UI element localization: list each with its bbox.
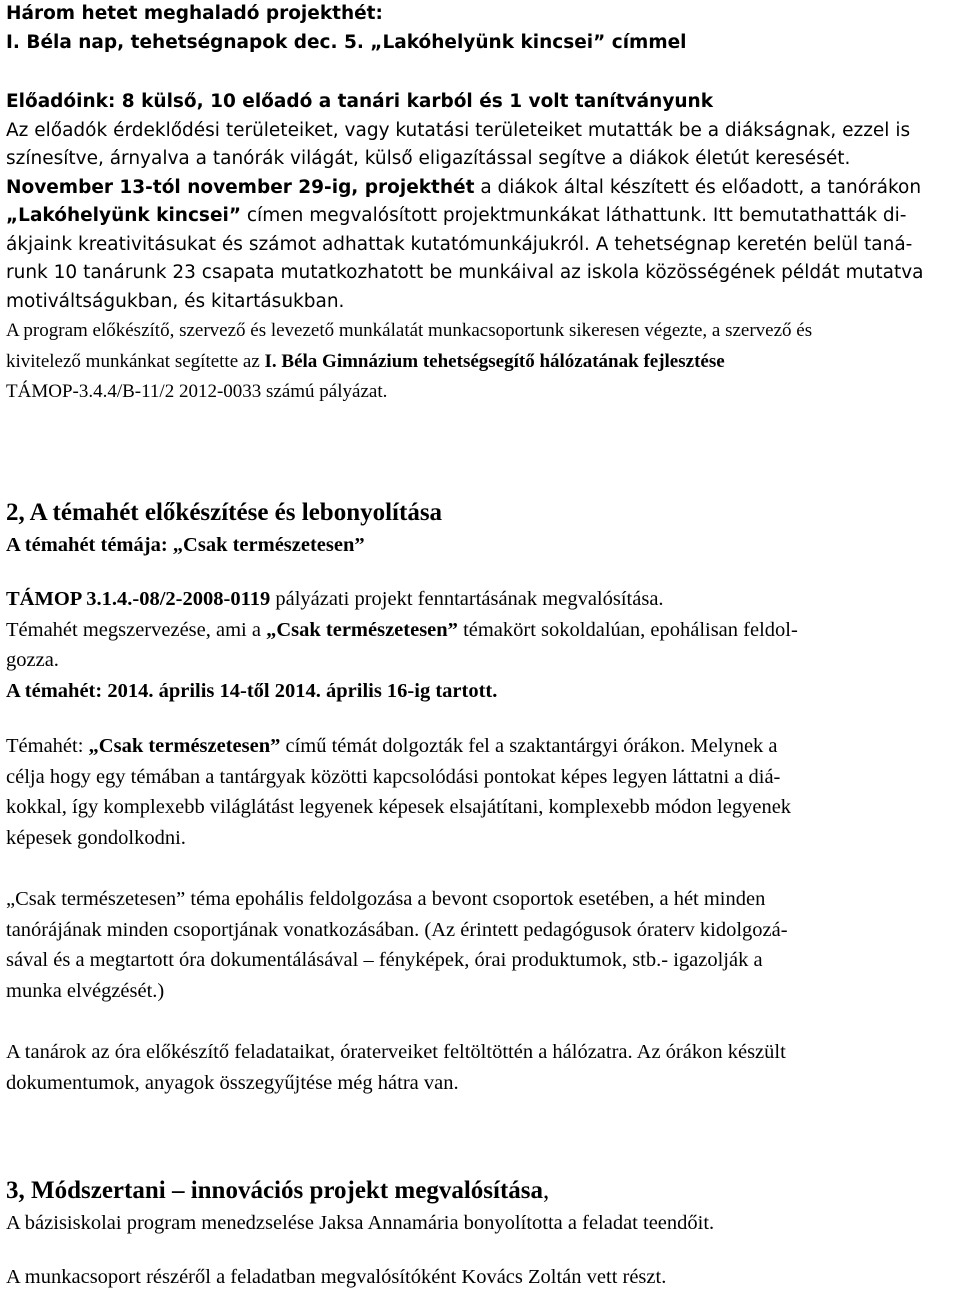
paragraph-7: A bázisiskolai program menedzselése Jaksa Annamária bonyolította a feladat teendőit. (6, 1211, 715, 1234)
paragraph-5 (6, 884, 956, 1006)
paragraph-2-line-4: runk 10 tanárunk 23 csapata mutatkozhatott be munkáival az iskola közösségének példát mutatva (6, 262, 924, 283)
paragraph-8: A munkacsoport részéről a feladatban megvalósítóként Kovács Zoltán vett részt. (6, 1266, 667, 1288)
paragraph-1-line-2: színesítve, árnyalva a tanórák világát, külső eligazítással segítve a diákok életút keresését. (6, 148, 851, 169)
paragraph-4-line-2: célja hogy egy témában a tantárgyak közötti kapcsolódási pontokat képes legyen láttatni a diá- (6, 765, 781, 788)
paragraph-5-line-2: tanórájának minden csoportjának vonatkozásában. (Az érintett pedagógusok óraterv kidolgozá- (6, 918, 788, 941)
tamop-block (6, 584, 956, 706)
paragraph-4-line-4: képesek gondolkodni. (6, 826, 186, 849)
paragraph-2-line-5: motiváltságukban, és kitartásukban. (6, 290, 345, 312)
event-title: I. Béla nap, tehetségnapok dec. 5. „Lakóhelyünk kincsei” címmel (6, 31, 687, 53)
section-2-heading: 2, A témahét előkészítése és lebonyolítása (6, 499, 443, 526)
paragraph-4-line-3: kokkal, így komplexebb világlátást legyenek képesek elsajátítani, komplexebb módon legyenek (6, 796, 792, 818)
organization-line-1: Témahét megszervezése, ami a „Csak természetesen” témakört sokoldalúan, epohálisan feldol- (6, 618, 798, 641)
paragraph-2-line-1: November 13-tól november 29-ig, projekthét a diákok által készített és előadott, a tanórákon (6, 176, 922, 198)
paragraph-3-line-2: kivitelező munkánkat segítette az I. Béla Gimnázium tehetségsegítő hálózatának fejlesztése (6, 350, 725, 372)
section-3-heading-line: 3, Módszertani – innovációs projekt megvalósítása, (6, 1177, 550, 1204)
paragraph-2-line-2: „Lakóhelyünk kincsei” címen megvalósított projektmunkákat láthattunk. Itt bemutathatták di- (6, 205, 907, 226)
intro-block (6, 0, 956, 57)
paragraph-5-line-1: „Csak természetesen” téma epohális feldolgozása a bevont csoportok esetében, a hét minden (6, 888, 766, 910)
dates-line: A témahét: 2014. április 14-től 2014. április 16-ig tartott. (6, 679, 498, 702)
paragraph-1-line-1: Az előadók érdeklődési területeiket, vagy kutatási területeiket mutatták be a diákságnak, ezzel is (6, 119, 911, 141)
organization-line-2: gozza. (6, 649, 59, 671)
paragraph-4-line-1: Témahét: „Csak természetesen” című témát dolgozták fel a szaktantárgyi órákon. Melynek a (6, 735, 778, 757)
paragraph-6-line-1: A tanárok az óra előkészítő feladataikat, óraterveiket feltöltöttén a hálózatra. Az órákon készült (6, 1041, 786, 1063)
section-3-heading: 3, Módszertani – innovációs projekt megvalósítása (6, 1177, 544, 1204)
paragraph-5-line-3: sával és a megtartott óra dokumentálásával – fényképek, órai produktumok, stb.- igazolják a (6, 949, 763, 971)
section-3 (6, 1176, 956, 1238)
paragraph-6 (6, 1037, 956, 1098)
topic-line: A témahét témája: „Csak természetesen” (6, 534, 365, 556)
paragraph-8-block (6, 1262, 956, 1293)
presenters-block (6, 88, 956, 316)
section-2 (6, 496, 956, 561)
intro-heading: Három hetet meghaladó projekthét: (6, 3, 383, 24)
paragraph-6-line-2: dokumentumok, anyagok összegyűjtése még hátra van. (6, 1071, 459, 1094)
program-block (6, 316, 956, 408)
tamop-reference: TÁMOP-3.4.4/B-11/2 2012-0033 számú pályázat. (6, 381, 388, 402)
tamop-line: TÁMOP 3.1.4.-08/2-2008-0119 pályázati projekt fenntartásának megvalósítása. (6, 588, 664, 610)
paragraph-3-line-1: A program előkészítő, szervező és levezető munkálatát munkacsoportunk sikeresen végezte, a szervező és (6, 320, 813, 341)
presenters-line: Előadóink: 8 külső, 10 előadó a tanári karból és 1 volt tanítványunk (6, 91, 714, 112)
paragraph-2-line-3: ákjaink kreativitásukat és számot adhattak kutatómunkájukról. A tehetségnap keretén belül taná- (6, 233, 913, 255)
paragraph-5-line-4: munka elvégzését.) (6, 979, 165, 1002)
paragraph-4 (6, 731, 956, 853)
